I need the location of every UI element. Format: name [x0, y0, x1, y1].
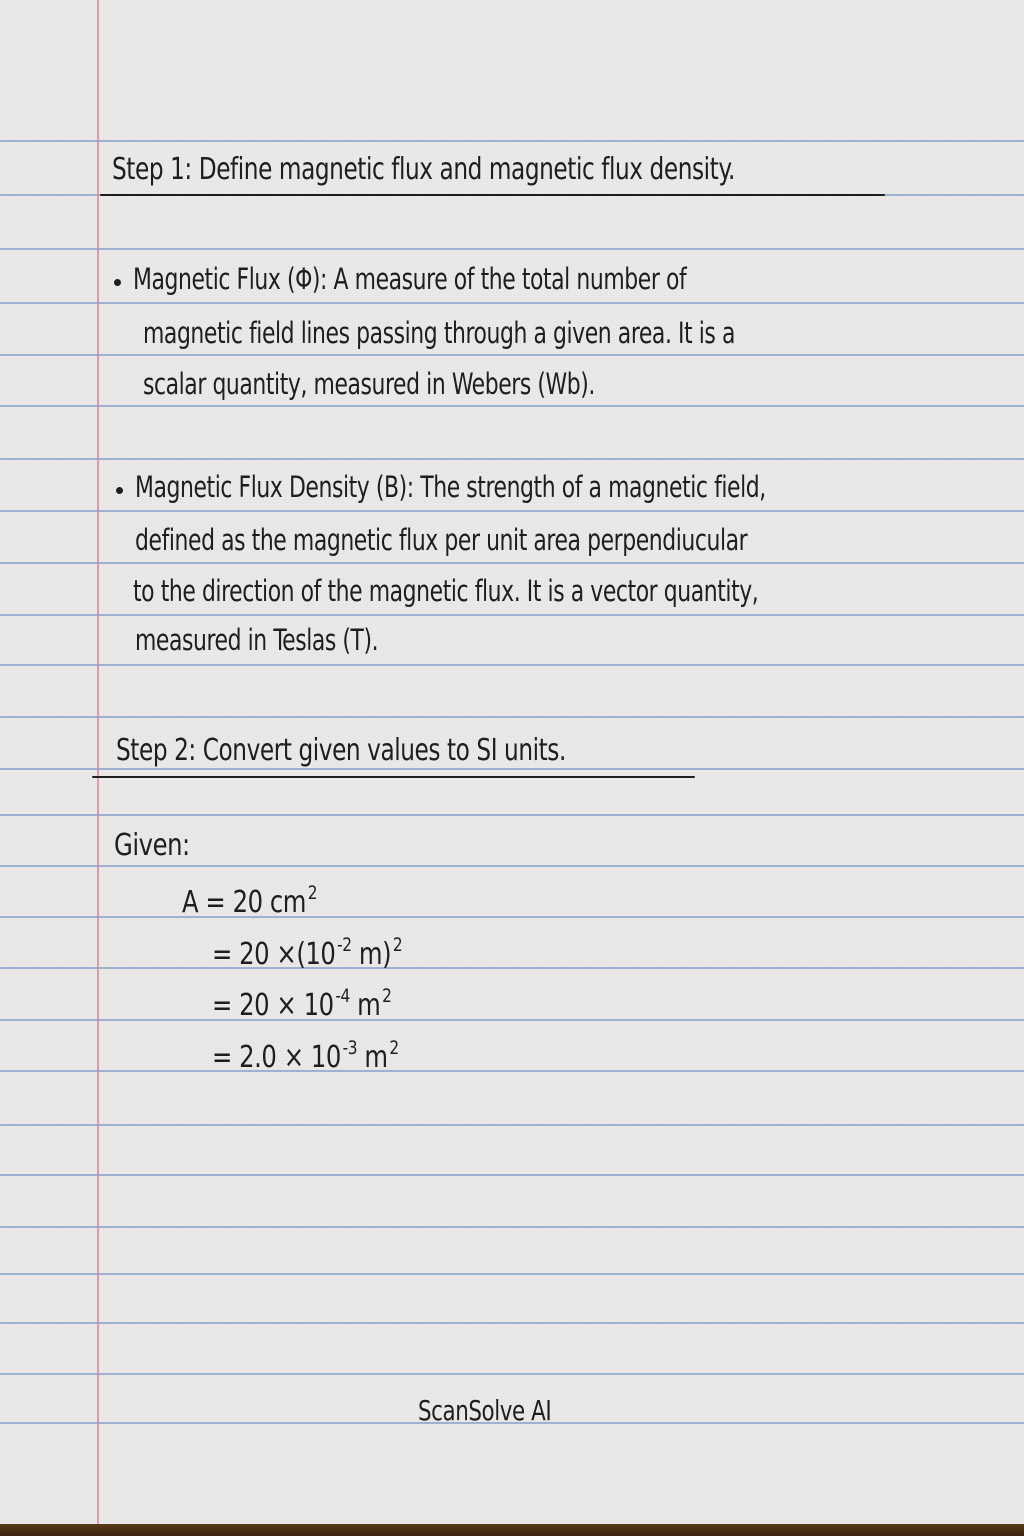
rule-line: [0, 1070, 1024, 1072]
rule-line: [0, 768, 1024, 770]
equation-line-3: [212, 985, 391, 1023]
step2-heading: Step 2: Convert given values to SI units.: [116, 733, 566, 768]
rule-line: [0, 1124, 1024, 1126]
rule-line: [0, 1322, 1024, 1324]
rule-line: [0, 1174, 1024, 1176]
rule-line: [0, 562, 1024, 564]
equation-line-1: [182, 882, 317, 920]
equation-text: = 20 ×(10: [212, 937, 336, 972]
exponent: 2: [392, 934, 403, 956]
bullet2-line3: to the direction of the magnetic flux. It is a vector quantity,: [133, 574, 759, 608]
equation-text: = 2.0 × 10: [212, 1040, 341, 1075]
step1-heading-underline: [100, 194, 885, 196]
rule-line: [0, 865, 1024, 867]
bullet-icon: [116, 487, 123, 494]
rule-line: [0, 614, 1024, 616]
rule-line: [0, 140, 1024, 142]
rule-line: [0, 1373, 1024, 1375]
footer-brand: ScanSolve AI: [418, 1394, 552, 1427]
exponent: -4: [335, 985, 350, 1007]
bullet1-line3: scalar quantity, measured in Webers (Wb).: [143, 367, 595, 401]
margin-line: [97, 0, 99, 1524]
rule-line: [0, 1019, 1024, 1021]
equation-line-2: [212, 934, 402, 972]
rule-line: [0, 302, 1024, 304]
exponent: -3: [342, 1037, 358, 1059]
exponent: 2: [382, 985, 392, 1007]
rule-line: [0, 248, 1024, 250]
equation-line-4: [212, 1037, 399, 1075]
bullet2-line1: Magnetic Flux Density (B): The strength of a magnetic field,: [135, 470, 766, 504]
rule-line: [0, 405, 1024, 407]
bullet1-line1: Magnetic Flux (Φ): A measure of the total number of: [133, 262, 687, 296]
step1-heading: Step 1: Define magnetic flux and magnetic flux density.: [112, 152, 735, 187]
given-label: Given:: [114, 828, 190, 863]
bullet2-line4: measured in Teslas (T).: [135, 623, 379, 657]
rule-line: [0, 458, 1024, 460]
exponent: 2: [307, 882, 318, 904]
rule-line: [0, 510, 1024, 512]
desk-surface: [0, 1524, 1024, 1536]
bullet1-line2: magnetic field lines passing through a given area. It is a: [143, 316, 735, 350]
rule-line: [0, 1273, 1024, 1275]
rule-line: [0, 1226, 1024, 1228]
equation-text: m: [357, 1040, 388, 1075]
rule-line: [0, 664, 1024, 666]
equation-text: m): [351, 937, 392, 972]
rule-line: [0, 814, 1024, 816]
rule-line: [0, 354, 1024, 356]
exponent: 2: [389, 1037, 399, 1059]
equation-text: A = 20 cm: [182, 885, 306, 920]
bullet-icon: [114, 279, 121, 286]
equation-text: = 20 × 10: [212, 988, 334, 1023]
rule-line: [0, 916, 1024, 918]
rule-line: [0, 967, 1024, 969]
exponent: -2: [337, 934, 352, 956]
bullet2-line2: defined as the magnetic flux per unit area perpendiucular: [135, 523, 748, 557]
step2-heading-underline: [92, 776, 695, 778]
equation-text: m: [349, 988, 381, 1023]
rule-line: [0, 716, 1024, 718]
